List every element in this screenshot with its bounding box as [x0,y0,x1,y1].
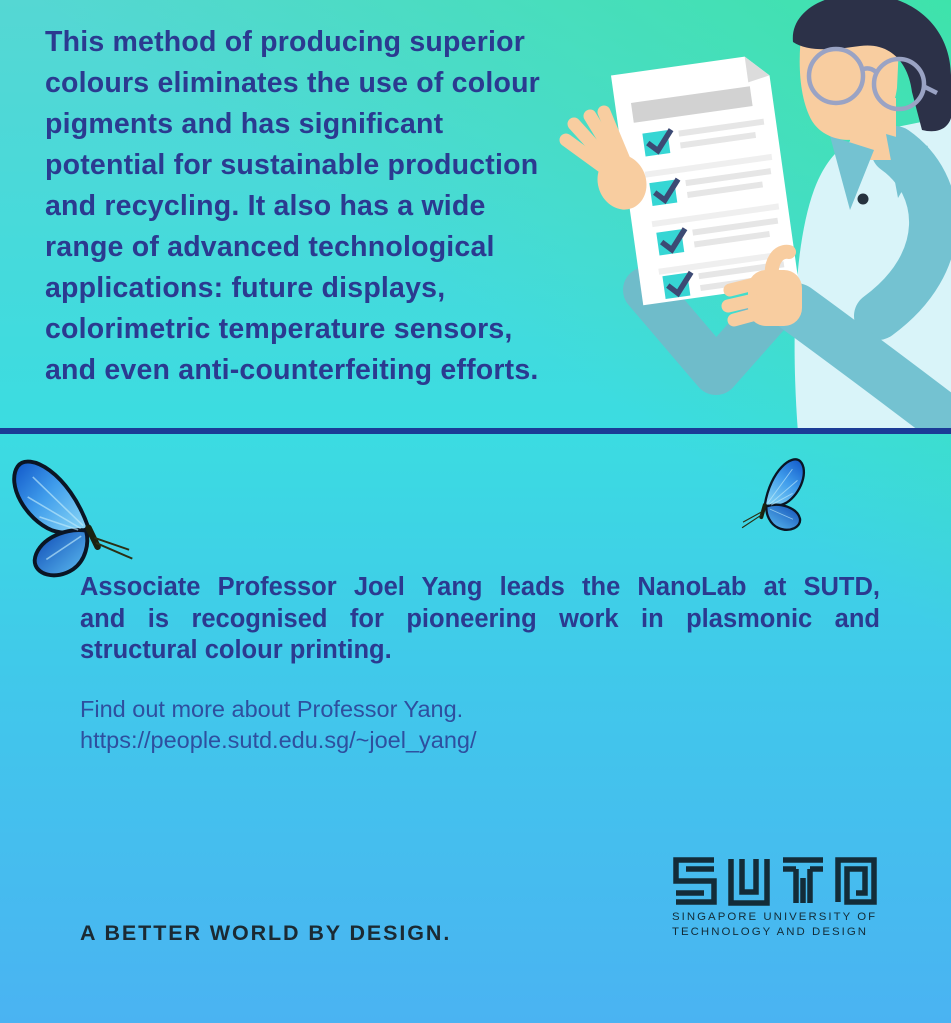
bio-paragraph [80,572,880,667]
intro-line: range of advanced technological [45,231,495,263]
intro-line: and even anti-counterfeiting efforts. [45,354,539,386]
bio-line: Associate Professor Joel Yang leads the NanoLab at SUTD, [80,573,880,601]
find-out-more-text: Find out more about Professor Yang. [80,696,464,722]
intro-line: colorimetric temperature sensors, [45,313,513,345]
scientist-illustration [555,0,951,433]
sutd-logo [672,856,878,939]
intro-line: potential for sustainable production [45,149,539,181]
intro-line: applications: future displays, [45,272,446,304]
intro-line: colours eliminates the use of colour [45,67,540,99]
sutd-logo-icon [672,856,878,906]
bio-line: and is recognised for pioneering work in plasmonic and [80,604,880,633]
tagline: A BETTER WORLD BY DESIGN. [80,921,452,945]
logo-org-line2: TECHNOLOGY AND DESIGN [672,925,869,938]
intro-line: This method of producing superior [45,26,526,58]
find-out-more [80,694,477,756]
bio-line: structural colour printing. [80,636,392,664]
intro-line: pigments and has significant [45,108,444,140]
intro-paragraph [45,22,540,391]
intro-line: and recycling. It also has a wide [45,190,486,222]
profile-url-link[interactable]: https://people.sutd.edu.sg/~joel_yang/ [80,727,477,753]
butterfly-icon [727,451,813,539]
butterfly-icon [8,444,147,583]
divider-line [0,428,951,434]
logo-org-line1: SINGAPORE UNIVERSITY OF [672,911,878,923]
